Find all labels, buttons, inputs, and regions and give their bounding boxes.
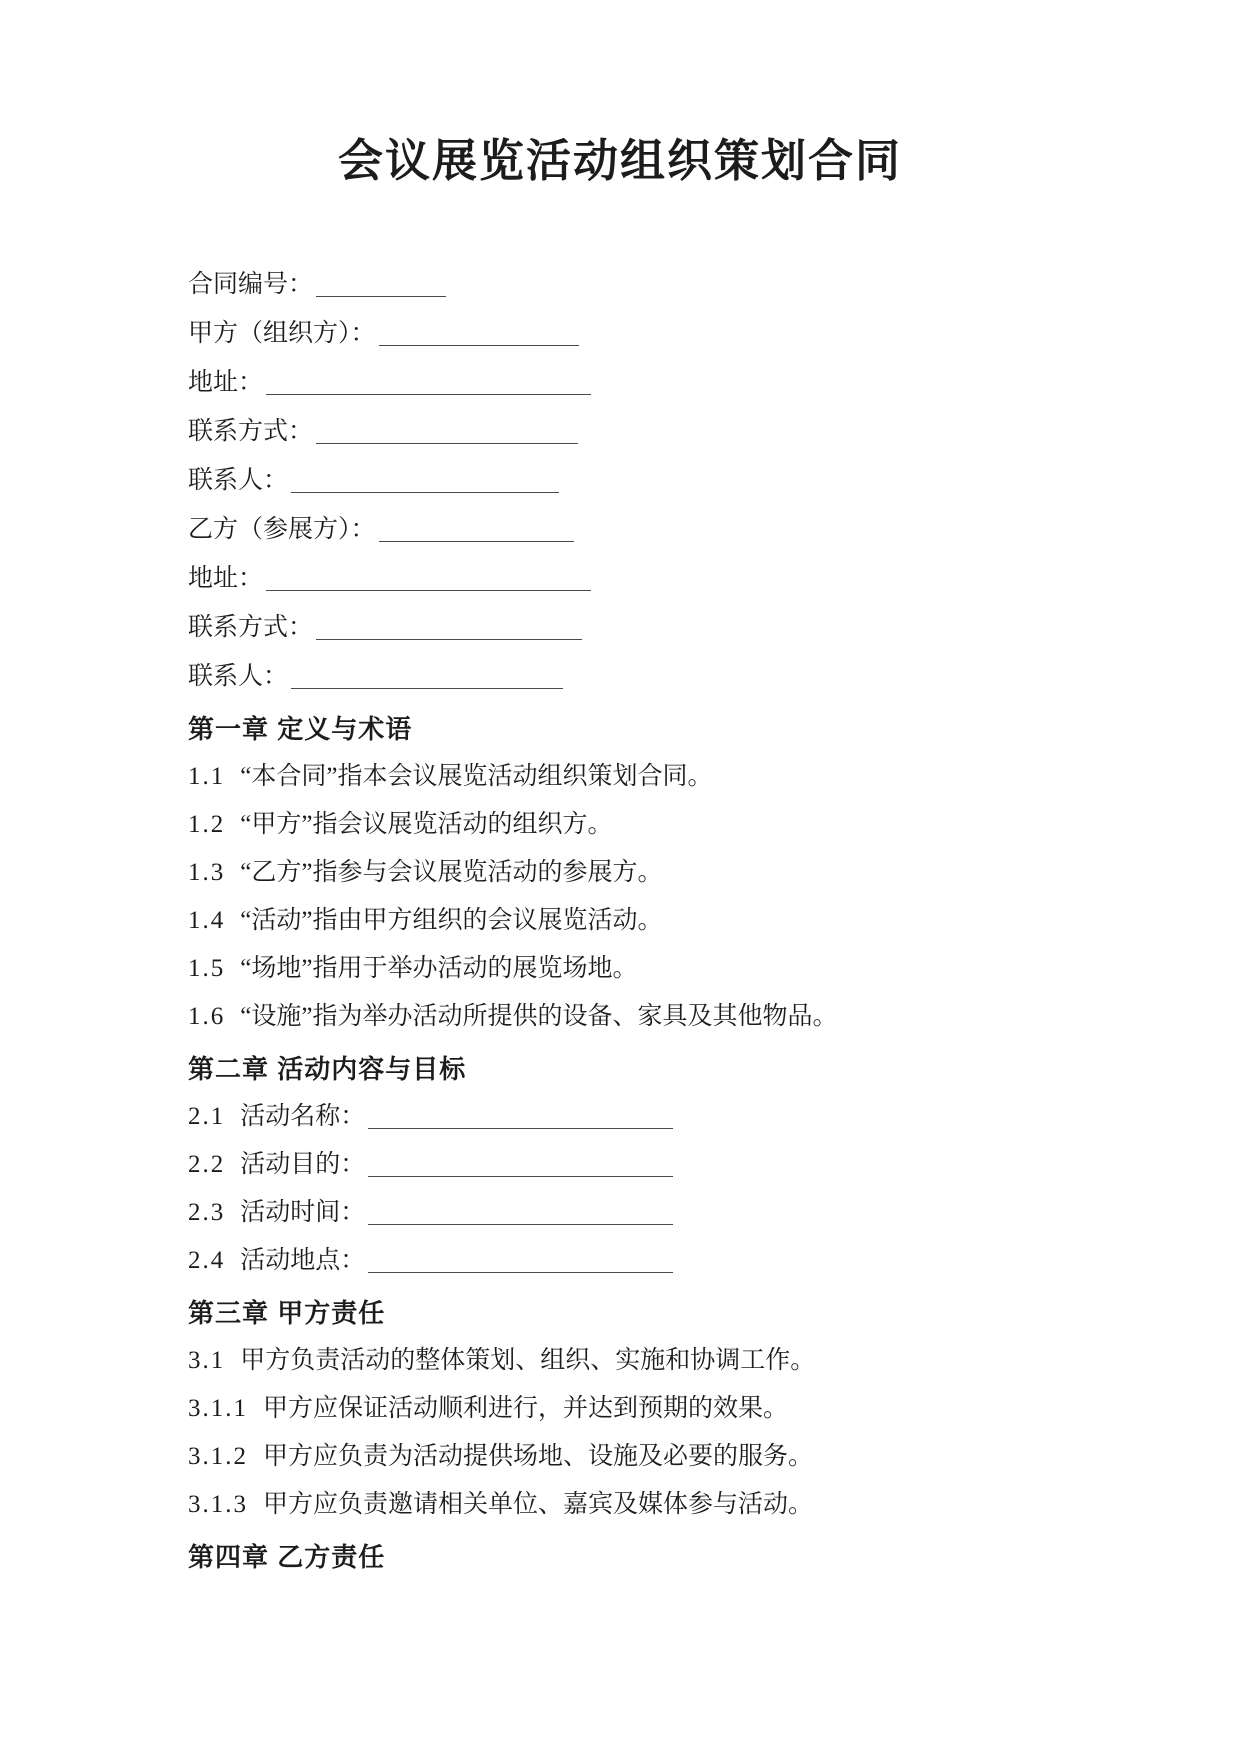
clause-text: “场地”指用于举办活动的展览场地。 (240, 955, 638, 982)
chapter-2-heading: 第二章 活动内容与目标 (188, 1054, 467, 1084)
clause-row (188, 945, 1240, 993)
clause-row (188, 753, 1240, 801)
clause-number: 2.3 (188, 1199, 226, 1226)
clause-row-activity-location (188, 1237, 1240, 1285)
chapter-3-heading: 第三章 甲方责任 (188, 1298, 386, 1328)
field-row-contract-number (188, 260, 1240, 309)
blank-line (368, 1174, 673, 1177)
field-row-party-a (188, 309, 1240, 358)
field-label: 联系人： (188, 467, 289, 494)
clause-row (188, 1385, 1240, 1433)
chapter-3 (188, 1289, 1240, 1529)
field-label: 联系人： (188, 663, 289, 690)
clause-text: “乙方”指参与会议展览活动的参展方。 (240, 859, 663, 886)
clause-text: 甲方应负责邀请相关单位、嘉宾及媒体参与活动。 (263, 1491, 814, 1518)
field-label: 联系方式： (188, 614, 314, 641)
field-label: 联系方式： (188, 418, 314, 445)
clause-row (188, 897, 1240, 945)
blank-line (379, 343, 579, 346)
clause-row-activity-name (188, 1093, 1240, 1141)
clause-text: “甲方”指会议展览活动的组织方。 (240, 811, 613, 838)
clause-number: 3.1.3 (188, 1491, 248, 1518)
clause-number: 2.1 (188, 1103, 226, 1130)
blank-line (368, 1270, 673, 1273)
clause-number: 3.1.1 (188, 1395, 248, 1422)
clause-row-activity-time (188, 1189, 1240, 1237)
clause-text: 活动名称： (240, 1103, 366, 1130)
clause-number: 3.1 (188, 1347, 226, 1374)
blank-line (291, 686, 563, 689)
chapter-4 (188, 1533, 1240, 1581)
clause-number: 1.5 (188, 955, 226, 982)
clause-text: 甲方应负责为活动提供场地、设施及必要的服务。 (263, 1443, 814, 1470)
blank-line (316, 637, 582, 640)
field-label: 甲方（组织方）： (188, 320, 376, 347)
chapter-1 (188, 705, 1240, 1041)
clause-number: 1.2 (188, 811, 226, 838)
field-label: 地址： (188, 369, 264, 396)
blank-line (368, 1222, 673, 1225)
blank-line (379, 539, 574, 542)
clause-number: 2.4 (188, 1247, 226, 1274)
clause-row (188, 849, 1240, 897)
field-row-party-a-contact (188, 407, 1240, 456)
chapter-1-heading: 第一章 定义与术语 (188, 714, 413, 744)
clause-number: 2.2 (188, 1151, 226, 1178)
clause-number: 1.4 (188, 907, 226, 934)
field-label: 地址： (188, 565, 264, 592)
blank-line (316, 294, 446, 297)
field-label: 乙方（参展方）： (188, 516, 376, 543)
blank-line (368, 1126, 673, 1129)
clause-text: “设施”指为举办活动所提供的设备、家具及其他物品。 (240, 1003, 838, 1030)
clause-text: 活动时间： (240, 1199, 366, 1226)
field-row-party-a-address (188, 358, 1240, 407)
clause-text: “本合同”指本会议展览活动组织策划合同。 (240, 763, 713, 790)
clause-row (188, 1481, 1240, 1529)
clause-row (188, 1433, 1240, 1481)
document-title: 会议展览活动组织策划合同 (337, 136, 902, 186)
clause-text: “活动”指由甲方组织的会议展览活动。 (240, 907, 663, 934)
blank-line (266, 588, 591, 591)
clause-number: 1.6 (188, 1003, 226, 1030)
header-fields-block (188, 260, 1240, 701)
clause-row (188, 1337, 1240, 1385)
clause-row (188, 801, 1240, 849)
field-row-party-b-address (188, 554, 1240, 603)
blank-line (316, 441, 578, 444)
clause-text: 甲方应保证活动顺利进行，并达到预期的效果。 (263, 1395, 789, 1422)
clause-number: 1.3 (188, 859, 226, 886)
clause-number: 3.1.2 (188, 1443, 248, 1470)
field-row-party-a-contact-person (188, 456, 1240, 505)
field-label: 合同编号： (188, 271, 314, 298)
clause-row-activity-purpose (188, 1141, 1240, 1189)
field-row-party-b (188, 505, 1240, 554)
chapters-block (188, 705, 1240, 1581)
chapter-2 (188, 1045, 1240, 1285)
clause-text: 活动目的： (240, 1151, 366, 1178)
clause-row (188, 993, 1240, 1041)
blank-line (291, 490, 559, 493)
field-row-party-b-contact (188, 603, 1240, 652)
clause-number: 1.1 (188, 763, 226, 790)
field-row-party-b-contact-person (188, 652, 1240, 701)
clause-text: 甲方负责活动的整体策划、组织、实施和协调工作。 (240, 1347, 816, 1374)
blank-line (266, 392, 591, 395)
clause-text: 活动地点： (240, 1247, 366, 1274)
chapter-4-heading: 第四章 乙方责任 (188, 1542, 386, 1572)
